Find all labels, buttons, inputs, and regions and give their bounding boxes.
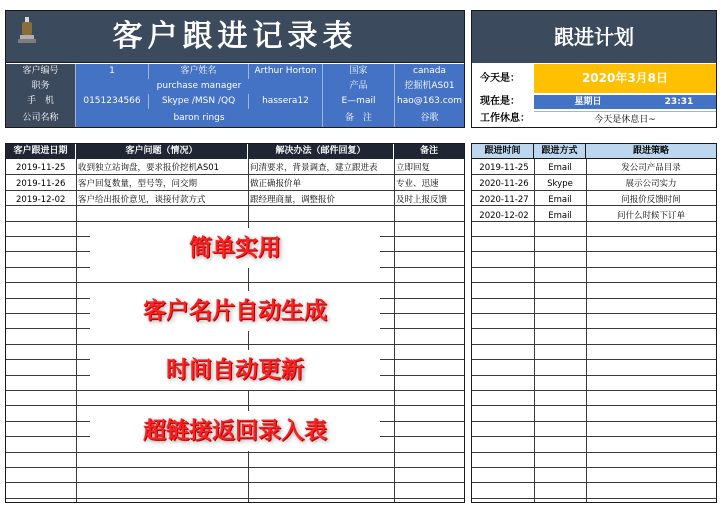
now-time: 23:31 bbox=[642, 95, 716, 109]
rest-label: 工作休息： bbox=[480, 113, 530, 124]
schedule-header-method: 跟进方式 bbox=[534, 144, 586, 159]
grid-row-line bbox=[472, 498, 716, 499]
schedule-4-time[interactable]: 2020-12-02 bbox=[479, 211, 529, 221]
record-2-date[interactable]: 2019-11-26 bbox=[16, 179, 66, 189]
grid-row-line bbox=[472, 236, 716, 237]
records-header-issue: 客户问题（情况） bbox=[76, 144, 248, 159]
grid-row-line bbox=[472, 267, 716, 268]
label-skype: Skype /MSN /QQ bbox=[149, 94, 249, 109]
promo-line-3: 时间自动更新 bbox=[90, 350, 380, 390]
grid-row-line bbox=[472, 421, 716, 422]
schedule-header-time: 跟进时间 bbox=[472, 144, 534, 159]
promo-line-2: 客户名片自动生成 bbox=[90, 291, 380, 331]
sheet-title: 客户跟进记录表 bbox=[112, 19, 358, 54]
records-header-solution: 解决办法（邮件回复） bbox=[248, 144, 394, 159]
grid-row-line bbox=[6, 452, 464, 453]
record-2-note[interactable]: 专业、迅速 bbox=[396, 179, 439, 189]
value-customer-name[interactable]: Arthur Horton bbox=[249, 64, 323, 79]
schedule-3-strategy[interactable]: 问报价反馈时间 bbox=[621, 195, 681, 205]
today-label: 今天是： bbox=[480, 73, 520, 84]
record-1-solution[interactable]: 问清要求，背景调查，建立跟进表 bbox=[250, 163, 378, 173]
plan-card bbox=[471, 10, 717, 128]
label-product: 产品 bbox=[323, 79, 395, 94]
value-position[interactable]: purchase manager bbox=[76, 79, 323, 94]
schedule-4-method[interactable]: Email bbox=[548, 211, 572, 221]
value-product[interactable]: 挖掘机AS01 bbox=[395, 79, 464, 94]
value-skype[interactable]: hassera12 bbox=[249, 94, 323, 109]
grid-row-line bbox=[6, 405, 464, 406]
grid-row-line bbox=[6, 344, 464, 345]
schedule-2-strategy[interactable]: 展示公司实力 bbox=[625, 179, 677, 189]
label-country: 国家 bbox=[323, 64, 395, 79]
label-email: E—mail bbox=[323, 94, 395, 109]
grid-row-line bbox=[472, 282, 716, 283]
schedule-4-strategy[interactable]: 问什么时候下订单 bbox=[616, 211, 685, 221]
grid-row-line bbox=[472, 390, 716, 391]
grid-row-line bbox=[472, 344, 716, 345]
promo-line-4: 超链接返回录入表 bbox=[90, 411, 380, 451]
record-2-issue[interactable]: 客户回复数量，型号等，问交期 bbox=[78, 179, 198, 189]
record-3-issue[interactable]: 客户给出报价意见，谈接付款方式 bbox=[78, 195, 206, 205]
value-company[interactable]: baron rings bbox=[76, 109, 323, 127]
trophy-logo-icon[interactable] bbox=[16, 15, 38, 45]
value-country[interactable]: canada bbox=[395, 64, 464, 79]
grid-row-line bbox=[472, 375, 716, 376]
record-1-date[interactable]: 2019-11-25 bbox=[16, 163, 66, 173]
grid-row-line bbox=[472, 251, 716, 252]
grid-row-line bbox=[6, 221, 464, 222]
now-label: 现在是： bbox=[480, 96, 520, 107]
schedule-1-strategy[interactable]: 发公司产品目录 bbox=[621, 163, 681, 173]
schedule-table bbox=[471, 143, 717, 503]
info-row-3 bbox=[6, 94, 464, 110]
label-company: 公司名称 bbox=[6, 109, 76, 127]
grid-row-line bbox=[472, 298, 716, 299]
record-1-issue[interactable]: 收到独立站询盘，要求报价挖机AS01 bbox=[78, 163, 220, 173]
value-customer-id[interactable]: 1 bbox=[76, 64, 149, 79]
rest-value: 今天是休息日~ bbox=[534, 111, 716, 127]
grid-row-line bbox=[6, 282, 464, 283]
grid-col-line bbox=[76, 159, 77, 502]
grid-row-line bbox=[472, 482, 716, 483]
grid-row-line bbox=[472, 467, 716, 468]
info-row-1 bbox=[6, 64, 464, 80]
record-3-solution[interactable]: 跟经理商量，调整报价 bbox=[250, 195, 336, 205]
label-customer-id: 客户编号 bbox=[6, 64, 76, 79]
record-2-solution[interactable]: 做正确报价单 bbox=[250, 179, 302, 189]
info-row-4 bbox=[6, 109, 464, 127]
info-row-2 bbox=[6, 79, 464, 95]
label-customer-name: 客户姓名 bbox=[149, 64, 249, 79]
customer-card bbox=[5, 10, 465, 128]
promo-line-1: 简单实用 bbox=[90, 228, 380, 268]
schedule-1-time[interactable]: 2019-11-25 bbox=[479, 163, 529, 173]
grid-row-line bbox=[472, 452, 716, 453]
value-remark[interactable]: 谷歌 bbox=[395, 109, 464, 127]
records-header-date: 客户跟进日期 bbox=[6, 144, 76, 159]
schedule-header-strategy: 跟进策略 bbox=[586, 144, 716, 159]
records-header-note: 备注 bbox=[394, 144, 464, 159]
grid-col-line bbox=[394, 159, 395, 502]
title-band bbox=[6, 11, 464, 63]
plan-title: 跟进计划 bbox=[472, 11, 716, 63]
schedule-2-time[interactable]: 2020-11-26 bbox=[479, 179, 529, 189]
grid-row-line bbox=[6, 498, 464, 499]
record-3-note[interactable]: 及时上报反馈 bbox=[396, 195, 448, 205]
schedule-3-time[interactable]: 2020-11-27 bbox=[479, 195, 529, 205]
record-3-date[interactable]: 2019-12-02 bbox=[16, 195, 66, 205]
value-phone[interactable]: 0151234566 bbox=[76, 94, 149, 109]
grid-row-line bbox=[6, 390, 464, 391]
label-phone: 手 机 bbox=[6, 94, 76, 109]
grid-row-line bbox=[6, 467, 464, 468]
today-value: 2020年3月8日 bbox=[534, 64, 716, 93]
now-weekday: 星期日 bbox=[534, 95, 642, 109]
grid-row-line bbox=[472, 328, 716, 329]
grid-row-line bbox=[6, 482, 464, 483]
schedule-3-method[interactable]: Email bbox=[548, 195, 572, 205]
label-remark: 备 注 bbox=[323, 109, 395, 127]
schedule-2-method[interactable]: Skype bbox=[547, 179, 573, 189]
grid-row-line bbox=[472, 436, 716, 437]
schedule-1-method[interactable]: Email bbox=[548, 163, 572, 173]
label-position: 职务 bbox=[6, 79, 76, 94]
grid-row-line bbox=[472, 405, 716, 406]
grid-row-line bbox=[472, 313, 716, 314]
value-email[interactable]: hao@163.com bbox=[395, 94, 464, 109]
grid-row-line bbox=[472, 359, 716, 360]
record-1-note[interactable]: 立即回复 bbox=[396, 163, 431, 173]
